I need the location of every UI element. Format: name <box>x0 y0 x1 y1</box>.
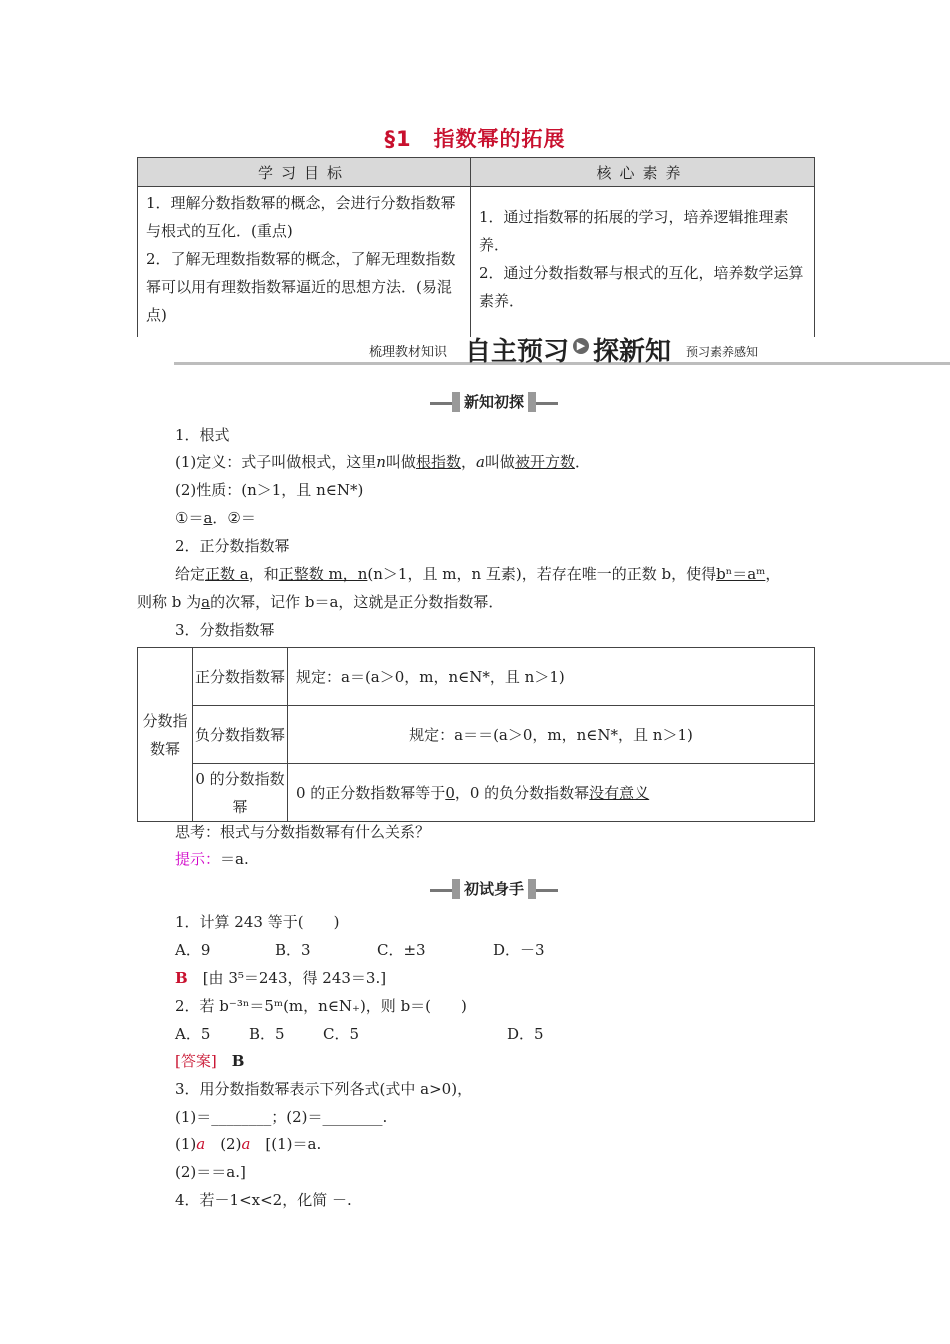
question-1-options <box>175 939 545 960</box>
var: n <box>376 453 386 471</box>
literacy-item: 2．通过分数指数幂与根式的互化，培养数学运算素养． <box>479 264 804 310</box>
goals-header: 学习目标 <box>138 158 471 187</box>
row-rule <box>288 764 815 822</box>
text: ①＝ <box>175 509 204 527</box>
row-name: 正分数指数幂 <box>193 648 288 706</box>
question-3-blanks: (1)＝________；(2)＝________. <box>175 1108 388 1126</box>
line-fraction-title: 3．分数指数幂 <box>175 621 275 639</box>
banner-arrow-icon: ▶ <box>573 338 589 354</box>
banner-main-2: 探新知 <box>593 337 672 367</box>
line-radical-def <box>175 451 590 472</box>
underlined-term: 正整数 m，n <box>278 565 368 583</box>
text: 给定 <box>175 565 206 583</box>
question-4: 4．若－1<x<2，化简 －. <box>175 1191 352 1209</box>
banner-left-text: 梳理教材知识 <box>369 345 448 360</box>
option: D．－3 <box>493 941 545 959</box>
text: ， <box>765 565 781 583</box>
answer-value: a <box>241 1135 251 1153</box>
answer-letter: B <box>175 969 188 987</box>
row-name: 0 的分数指数幂 <box>193 764 288 822</box>
option: D．5 <box>507 1025 544 1043</box>
hint-text: ＝a. <box>220 850 249 868</box>
underlined-term: 被开方数 <box>514 453 575 471</box>
text: (1)定义：式子叫做根式，这里 <box>175 453 377 471</box>
think-question: 思考：根式与分数指数幂有什么关系？ <box>175 823 431 841</box>
text: [(1)＝a. <box>250 1135 322 1153</box>
answer-label: [答案] <box>175 1052 217 1070</box>
answer-2 <box>175 1050 244 1071</box>
banner-main-1: 自主预习 <box>465 337 570 367</box>
text: ，和 <box>248 565 279 583</box>
text: ，0 的负分数指数幂 <box>454 783 590 802</box>
option: C．5 <box>323 1025 360 1043</box>
text: 则称 b 为 <box>137 593 202 611</box>
page-title: §1 指数幂的拓展 <box>384 127 566 151</box>
underlined-term: bⁿ＝aᵐ <box>716 565 766 583</box>
answer-explanation: [由 3⁵＝243，得 243＝3.] <box>202 969 387 987</box>
option: A．9 <box>175 941 211 959</box>
text: (1) <box>175 1135 197 1153</box>
section-header-practice <box>430 879 558 901</box>
section-header-label: 新知初探 <box>452 392 536 412</box>
goals-cell <box>138 187 471 338</box>
line-positive-def <box>175 563 780 584</box>
option: A．5 <box>175 1025 211 1043</box>
var: a <box>475 453 485 471</box>
question-3: 3．用分数指数幂表示下列各式(式中 a>0)， <box>175 1080 473 1098</box>
option: B．5 <box>249 1025 285 1043</box>
text: 的次幂，记作 b＝a，这就是正分数指数幂． <box>210 593 504 611</box>
hint-label: 提示： <box>175 850 221 868</box>
text: ． <box>574 453 590 471</box>
section-banner <box>174 332 950 368</box>
literacy-item: 1．通过指数幂的拓展的学习，培养逻辑推理素养． <box>479 208 789 254</box>
text: ．②＝ <box>212 509 256 527</box>
text: 0 的正分数指数幂等于 <box>296 783 446 802</box>
literacy-header: 核心素养 <box>471 158 815 187</box>
hint-line <box>175 848 249 869</box>
underlined-term: 没有意义 <box>589 783 650 802</box>
question-2: 2．若 b⁻³ⁿ＝5ᵐ(m，n∈N₊)，则 b＝( ) <box>175 997 467 1015</box>
row-name: 负分数指数幂 <box>193 706 288 764</box>
question-1: 1．计算 243 等于( ) <box>175 913 340 931</box>
literacy-cell <box>471 187 815 338</box>
text: (n＞1，且 m，n 互素)，若存在唯一的正数 b，使得 <box>367 565 717 583</box>
text: ， <box>460 453 476 471</box>
goals-table <box>137 157 815 337</box>
fraction-exponent-table <box>137 647 815 822</box>
question-2-options <box>175 1023 544 1044</box>
line-positive-def-cont <box>137 591 503 612</box>
row-rule: 规定：a＝(a＞0，m，n∈N*，且 n＞1) <box>288 648 815 706</box>
row-rule: 规定：a＝＝(a＞0，m，n∈N*，且 n＞1) <box>288 706 815 764</box>
underlined-term: a <box>203 509 213 527</box>
text: (2) <box>205 1135 242 1153</box>
option: C．±3 <box>377 941 426 959</box>
answer-3-cont: (2)＝＝a.] <box>175 1163 246 1181</box>
underlined-term: 0 <box>445 783 455 802</box>
line-property-items <box>175 507 256 528</box>
option: B．3 <box>275 941 311 959</box>
section-header-label: 初试身手 <box>452 879 536 899</box>
text: 叫做 <box>385 453 416 471</box>
line-radical-title: 1．根式 <box>175 426 230 444</box>
answer-1 <box>175 967 386 988</box>
goal-item: 1．理解分数指数幂的概念，会进行分数指数幂与根式的互化．(重点) <box>146 194 456 240</box>
answer-3 <box>175 1133 321 1154</box>
underlined-term: a <box>201 593 211 611</box>
line-radical-property: (2)性质：(n＞1，且 n∈N*) <box>175 481 364 499</box>
section-header-new-knowledge <box>430 392 558 414</box>
goal-item: 2．了解无理数指数幂的概念，了解无理数指数幂可以用有理数指数幂逼近的思想方法．(易混点) <box>146 250 456 324</box>
answer-value: a <box>196 1135 206 1153</box>
underlined-term: 正数 a <box>205 565 249 583</box>
banner-right-text: 预习素养感知 <box>686 345 759 359</box>
underlined-term: 根指数 <box>415 453 461 471</box>
answer-letter: B <box>231 1052 245 1070</box>
category-cell: 分数指数幂 <box>138 648 193 822</box>
text: 叫做 <box>484 453 515 471</box>
line-positive-title: 2．正分数指数幂 <box>175 537 290 555</box>
